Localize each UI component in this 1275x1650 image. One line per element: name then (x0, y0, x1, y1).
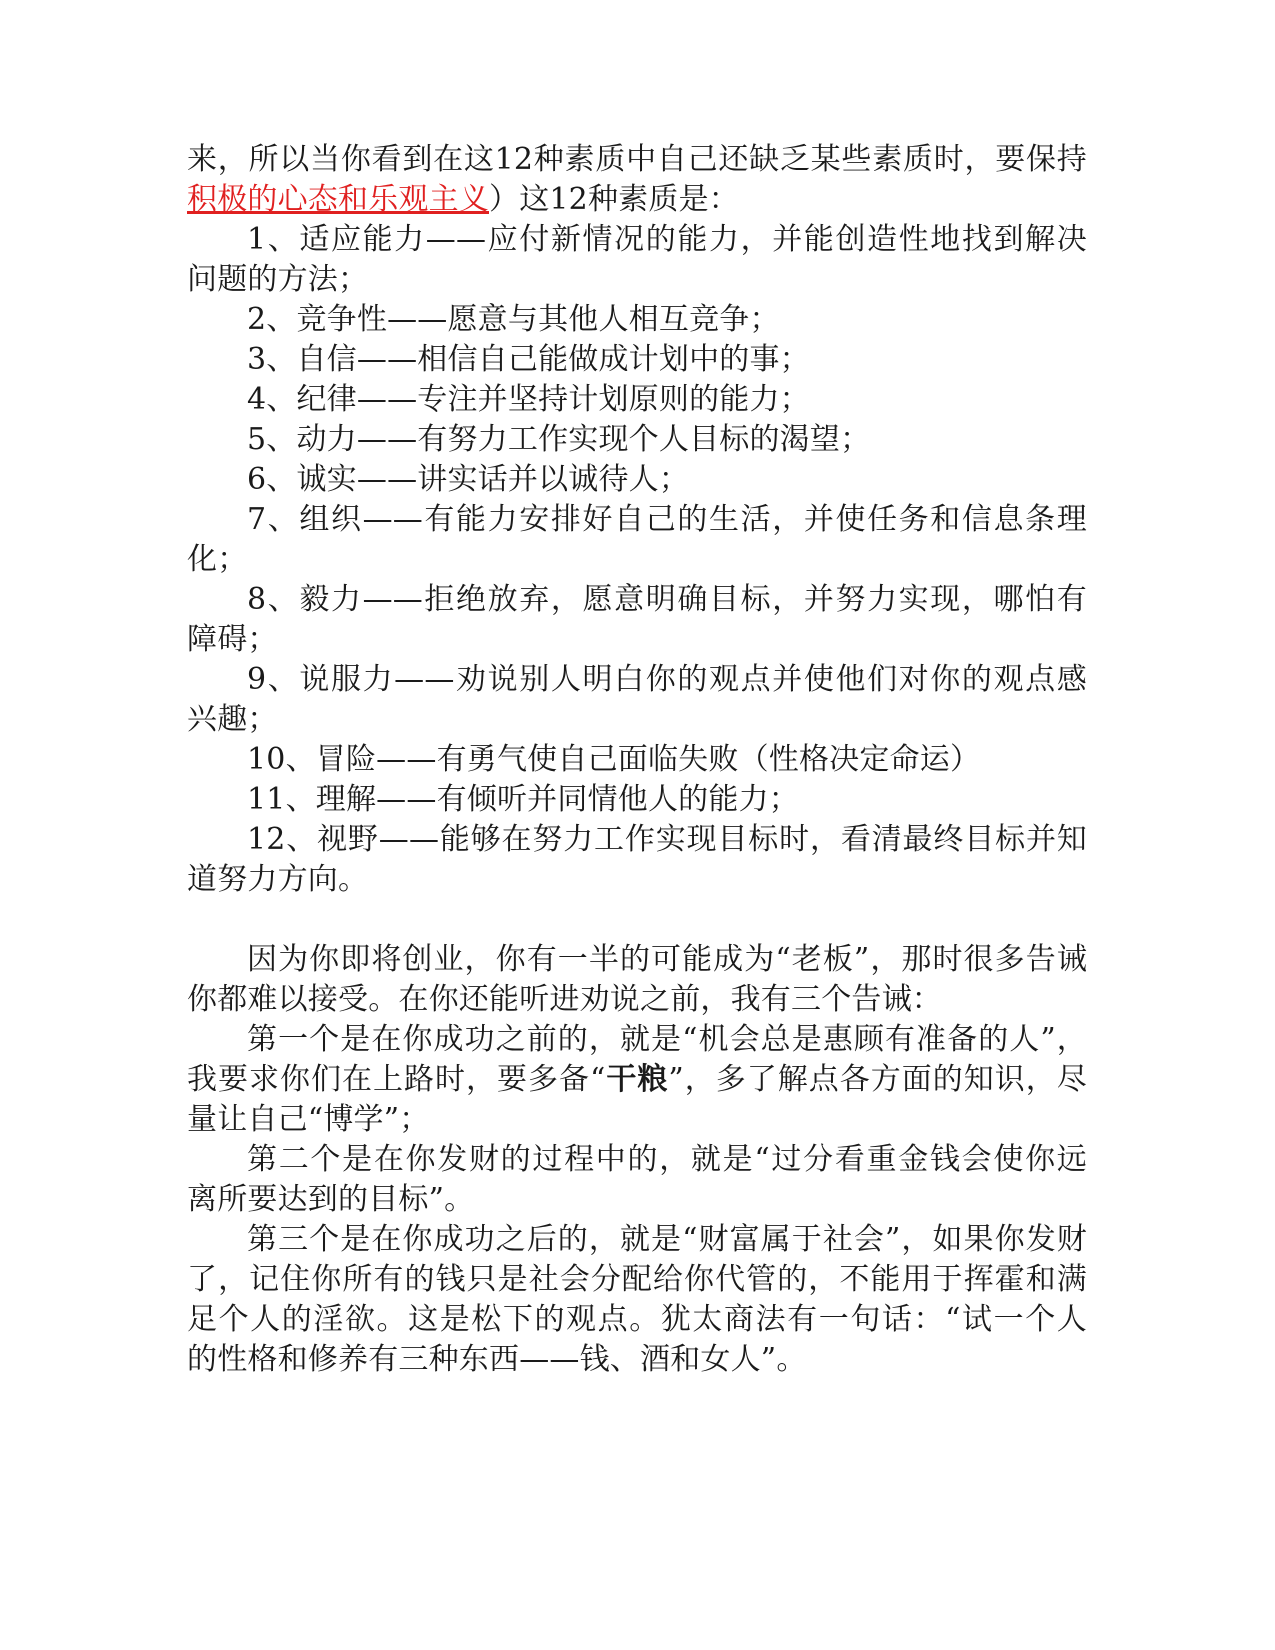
advice-p3-line-1: 第二个是在你发财的过程中的，就是“过分看重金钱会使你远 (247, 1142, 1087, 1177)
quality-9-line-1: 9、说服力——劝说别人明白你的观点并使他们对你的观点感 (247, 662, 1087, 697)
quality-2: 2、竞争性——愿意与其他人相互竞争； (247, 302, 780, 337)
quality-10: 10、冒险——有勇气使自己面临失败（性格决定命运） (247, 742, 981, 777)
quality-8-line-2: 障碍； (187, 622, 278, 657)
advice-section (187, 940, 1087, 1380)
quality-1-line-1: 1、适应能力——应付新情况的能力，并能创造性地找到解决 (247, 222, 1087, 257)
qualities-list (187, 220, 1087, 900)
quality-1-line-2: 问题的方法； (187, 262, 369, 297)
quality-5: 5、动力——有努力工作实现个人目标的渴望； (247, 422, 871, 457)
quality-7-line-1: 7、组织——有能力安排好自己的生活，并使任务和信息条理 (247, 502, 1087, 537)
advice-p3-line-2: 离所要达到的目标”。 (187, 1182, 475, 1217)
advice-p2-line-3: 量让自己“博学”； (187, 1102, 430, 1137)
quality-6: 6、诚实——讲实话并以诚待人； (247, 462, 690, 497)
highlighted-phrase: 积极的心态和乐观主义 (187, 182, 489, 217)
paragraph-gap (187, 900, 1087, 940)
bold-term: 干粮 (605, 1062, 669, 1097)
advice-p4-line-4: 的性格和修养有三种东西——钱、酒和女人”。 (187, 1342, 807, 1377)
quality-12-line-2: 道努力方向。 (187, 862, 369, 897)
advice-p4-line-1: 第三个是在你成功之后的，就是“财富属于社会”，如果你发财 (247, 1222, 1087, 1257)
quality-4: 4、纪律——专注并坚持计划原则的能力； (247, 382, 810, 417)
quality-3: 3、自信——相信自己能做成计划中的事； (247, 342, 810, 377)
intro-line-2-rest: ）这12种素质是： (489, 182, 739, 217)
intro-line-1: 来，所以当你看到在这12种素质中自己还缺乏某些素质时，要保持 (187, 142, 1087, 177)
advice-p1-line-1: 因为你即将创业，你有一半的可能成为“老板”，那时很多告诫 (247, 942, 1087, 977)
advice-p4-line-3: 足个人的淫欲。这是松下的观点。犹太商法有一句话：“试一个人 (187, 1302, 1087, 1337)
advice-p4-line-2: 了，记住你所有的钱只是社会分配给你代管的，不能用于挥霍和满 (187, 1262, 1087, 1297)
quality-8-line-1: 8、毅力——拒绝放弃，愿意明确目标，并努力实现，哪怕有 (247, 582, 1087, 617)
advice-p2-line-2 (187, 1060, 1087, 1100)
document-page (187, 140, 1087, 1380)
advice-p2-line-1: 第一个是在你成功之前的，就是“机会总是惠顾有准备的人”， (247, 1022, 1087, 1057)
quality-9-line-2: 兴趣； (187, 702, 278, 737)
quality-11: 11、理解——有倾听并同情他人的能力； (247, 782, 799, 817)
advice-p2-line-2-b: ”，多了解点各方面的知识，尽 (668, 1062, 1087, 1097)
intro-line-2 (187, 180, 1087, 220)
quality-12-line-1: 12、视野——能够在努力工作实现目标时，看清最终目标并知 (247, 822, 1087, 857)
advice-p1-line-2: 你都难以接受。在你还能听进劝说之前，我有三个告诫： (187, 982, 942, 1017)
advice-p2-line-2-a: 我要求你们在上路时，要多备“ (187, 1062, 606, 1097)
quality-7-line-2: 化； (187, 542, 248, 577)
